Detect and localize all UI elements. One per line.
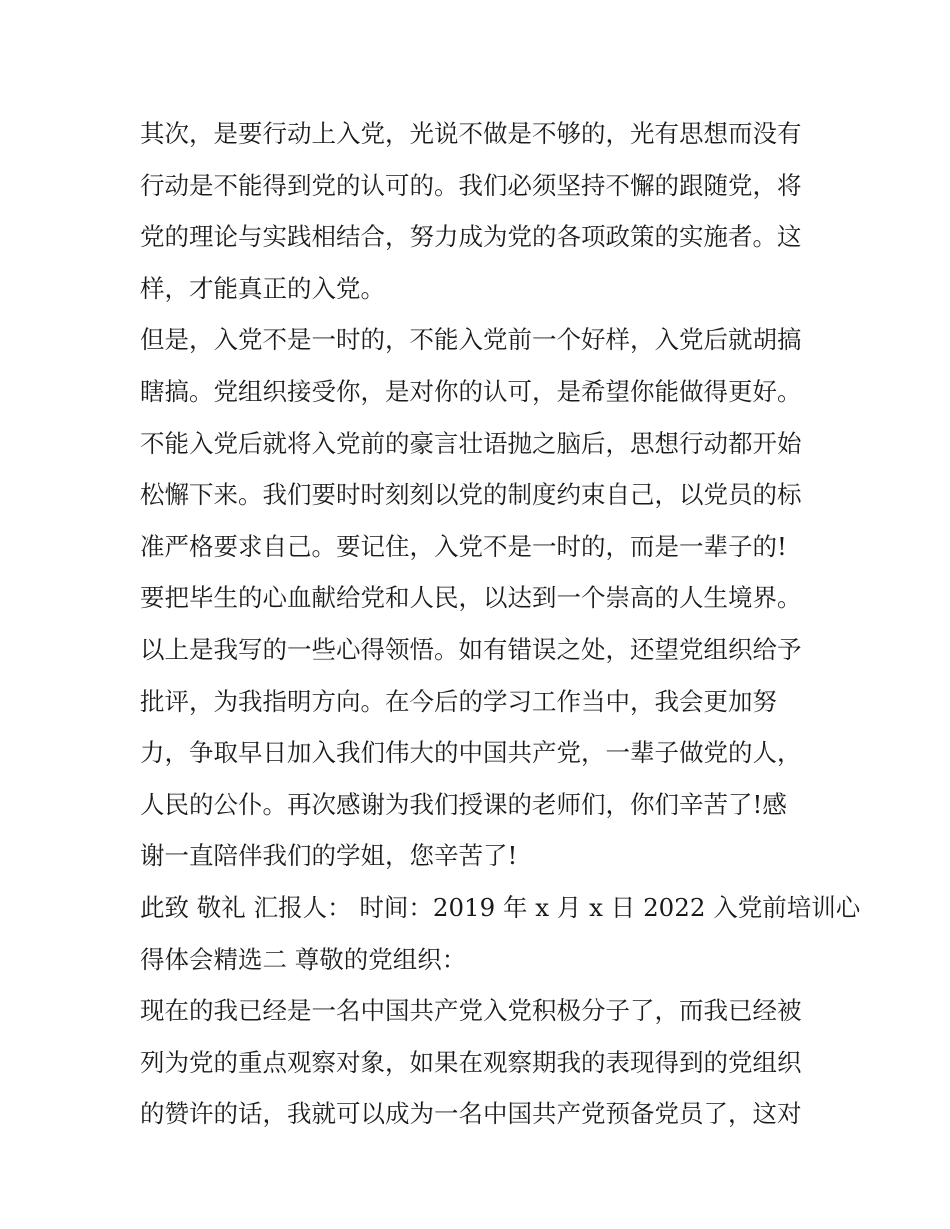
text-line-5: 但是，入党不是一时的，不能入党前一个好样，入党后就胡搞 — [140, 325, 802, 355]
text-line-18: 现在的我已经是一名中国共产党入党积极分子了，而我已经被 — [140, 996, 802, 1026]
text-line-14: 人民的公仆。再次感谢为我们授课的老师们，你们辛苦了!感 — [140, 789, 787, 819]
text-line-13: 力，争取早日加入我们伟大的中国共产党，一辈子做党的人， — [140, 738, 802, 768]
text-line-15: 谢一直陪伴我们的学姐，您辛苦了! — [140, 841, 518, 871]
text-line-7: 不能入党后就将入党前的豪言壮语抛之脑后，思想行动都开始 — [140, 428, 802, 458]
document-body — [140, 108, 861, 1140]
text-line-20: 的赞许的话，我就可以成为一名中国共产党预备党员了，这对 — [140, 1099, 802, 1129]
text-line-6: 瞎搞。党组织接受你，是对你的认可，是希望你能做得更好。 — [140, 376, 802, 406]
text-line-9: 准严格要求自己。要记住，入党不是一时的，而是一辈子的! — [140, 531, 787, 561]
text-line-3: 党的理论与实践相结合，努力成为党的各项政策的实施者。这 — [140, 222, 802, 252]
text-line-19: 列为党的重点观察对象，如果在观察期我的表现得到的党组织 — [140, 1047, 802, 1077]
text-line-17: 得体会精选二 尊敬的党组织： — [140, 944, 467, 974]
text-line-10: 要把毕生的心血献给党和人民，以达到一个崇高的人生境界。 — [140, 583, 802, 613]
text-line-8: 松懈下来。我们要时时刻刻以党的制度约束自己，以党员的标 — [140, 480, 802, 510]
text-line-4: 样，才能真正的入党。 — [140, 273, 385, 303]
text-line-12: 批评，为我指明方向。在今后的学习工作当中，我会更加努 — [140, 686, 777, 716]
text-line-16: 此致 敬礼 汇报人： 时间：2019 年 x 月 x 日 2022 入党前培训心 — [140, 892, 861, 922]
text-line-11: 以上是我写的一些心得领悟。如有错误之处，还望党组织给予 — [140, 634, 802, 664]
text-line-1: 其次，是要行动上入党，光说不做是不够的，光有思想而没有 — [140, 119, 802, 148]
text-line-2: 行动是不能得到党的认可的。我们必须坚持不懈的跟随党，将 — [140, 170, 802, 200]
